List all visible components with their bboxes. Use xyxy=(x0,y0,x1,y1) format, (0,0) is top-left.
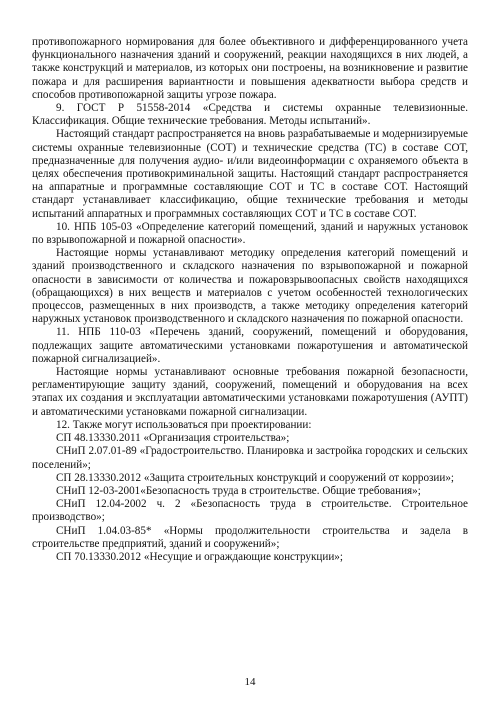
list-item-sp-70: СП 70.13330.2012 «Несущие и ограждающие конструкции»; xyxy=(56,550,343,563)
page-number: 14 xyxy=(244,676,256,688)
page-body xyxy=(32,36,468,564)
list-item-snip-1-04: СНиП 1.04.03-85* «Нормы продолжительности строительства и задела в строительстве предприятий, зданий и сооружений»; xyxy=(32,524,468,550)
paragraph-item-9-description: Настоящий стандарт распространяется на вновь разрабатываемые и модернизируемые системы охранные телевизионные (СОТ) и технические средства (ТС) в составе СОТ, предназначенные для получения аудио- и/или видеоинформации с охраняемого объекта в целях обеспечения противокриминальной защиты. Настоящий стандарт распространяется на аппаратные и программные составляющие СОТ и ТС в составе СОТ. Настоящий стандарт устанавливает классификацию, общие технические требования и методы испытаний аппаратных и программных составляющих СОТ и ТС в составе СОТ. xyxy=(32,128,468,220)
paragraph-item-11-description: Настоящие нормы устанавливают основные требования пожарной безопасности, регламентирующие защиту зданий, сооружений, помещений и оборудования на всех этапах их создания и эксплуатации автоматическими установками пожаротушения (АУПТ) и автоматическими установками пожарной сигнализации. xyxy=(32,366,468,418)
list-item-snip-12-04: СНиП 12.04-2002 ч. 2 «Безопасность труда в строительстве. Строительное производство»; xyxy=(32,498,468,524)
paragraph-item-12: 12. Также могут использоваться при проектировании: xyxy=(56,418,312,431)
list-item-snip-2-07: СНиП 2.07.01-89 «Градостроительство. Планировка и застройка городских и сельских поселений»; xyxy=(32,445,468,471)
paragraph-item-10: 10. НПБ 105-03 «Определение категорий помещений, зданий и наружных установок по взрывопожарной и пожарной опасности». xyxy=(32,220,468,247)
paragraph-intro-continuation: противопожарного нормирования для более объективного и дифференцированного учета функционального назначения зданий и сооружений, реакции находящихся в них людей, а также конструкций и материалов, из которых они построены, на возникновение и развитие пожара и для расширения вариантности и повышения адекватности выбора средств и способов противопожарной защиты угрозе пожара. xyxy=(32,36,468,101)
paragraph-item-10-description: Настоящие нормы устанавливают методику определения категорий помещений и зданий производственного и складского назначения по взрывопожарной и пожарной опасности в зависимости от количества и пожаровзрывоопасных свойств находящихся (обращающихся) в них веществ и материалов с учетом особенностей технологических процессов, размещенных в них производств, а также методику определения категорий наружных установок производственного и складского назначения по пожарной опасности. xyxy=(32,247,468,326)
list-item-sp-48: СП 48.13330.2011 «Организация строительства»; xyxy=(56,432,290,445)
paragraph-item-9: 9. ГОСТ Р 51558-2014 «Средства и системы охранные телевизионные. Классификация. Общие технические требования. Методы испытаний». xyxy=(32,102,468,128)
list-item-sp-28: СП 28.13330.2012 «Защита строительных конструкций и сооружений от коррозии»; xyxy=(56,471,455,484)
paragraph-item-11: 11. НПБ 110-03 «Перечень зданий, сооружений, помещений и оборудования, подлежащих защите автоматическими установками пожаротушения и автоматической пожарной сигнализацией». xyxy=(32,326,468,365)
list-item-snip-12-03: СНиП 12-03-2001«Безопасность труда в строительстве. Общие требования»; xyxy=(56,484,421,497)
